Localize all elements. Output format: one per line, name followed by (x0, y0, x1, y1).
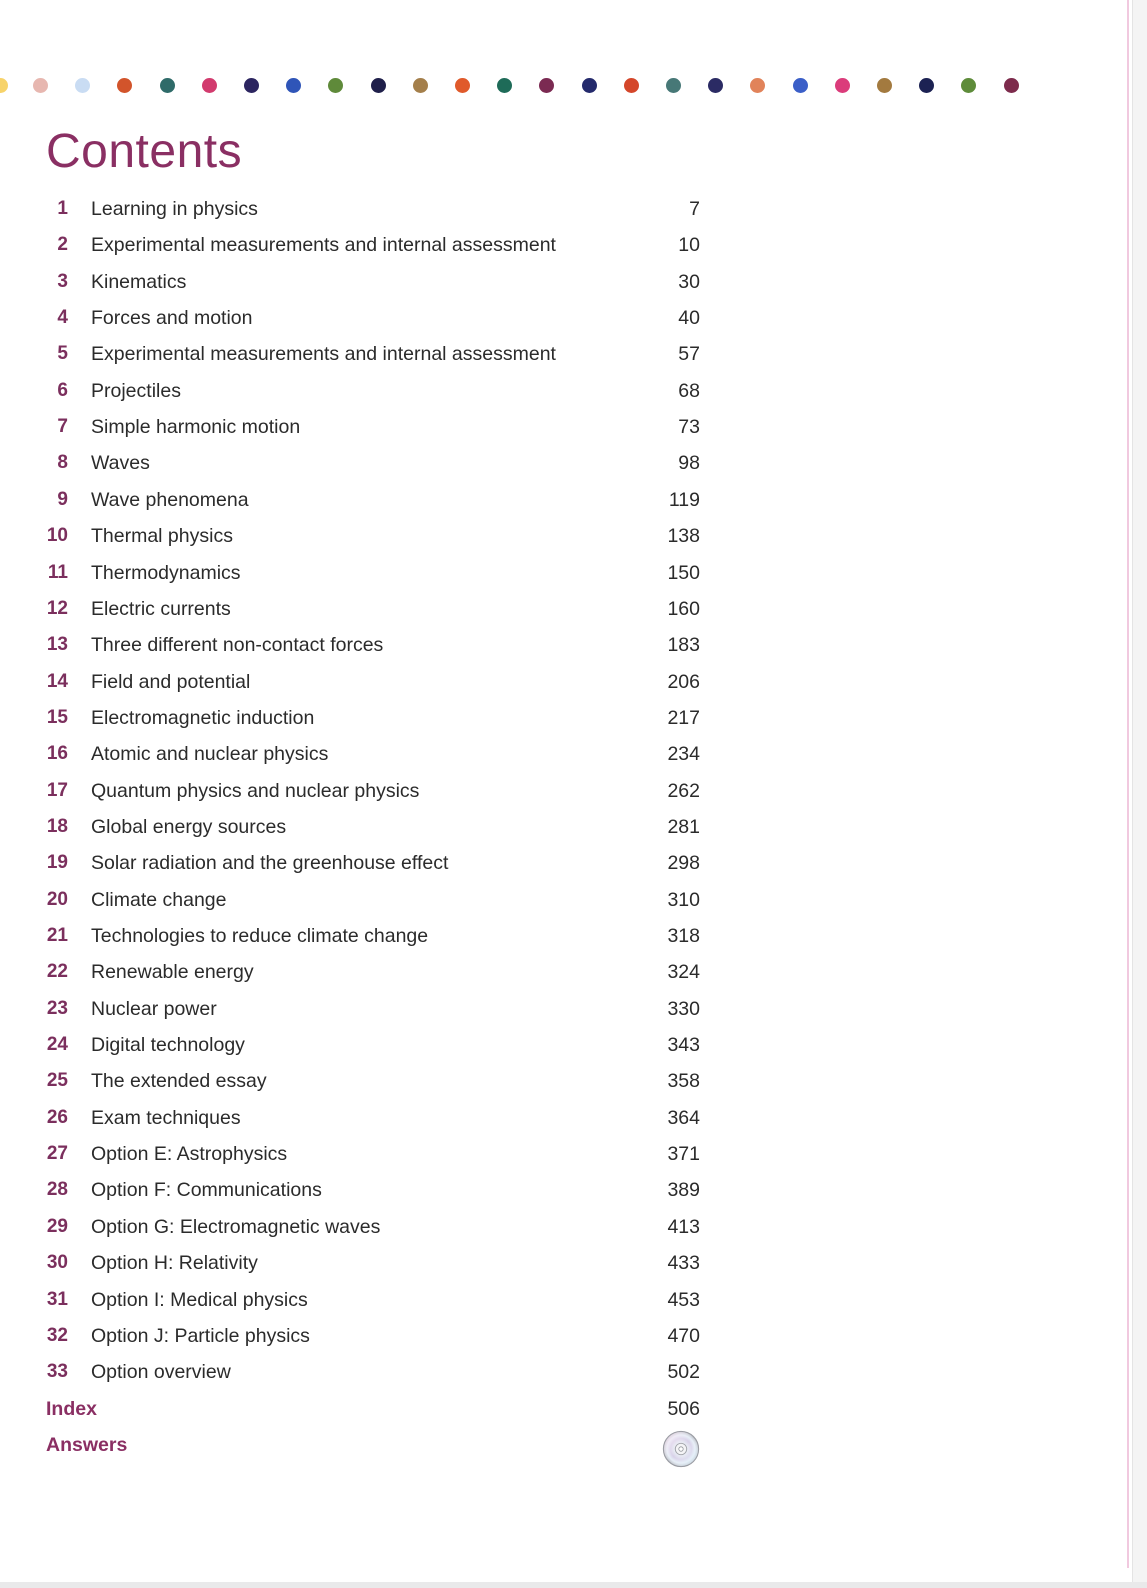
chapter-number: 10 (46, 525, 68, 547)
chapter-title[interactable]: Projectiles (91, 379, 181, 402)
chapter-title[interactable]: Experimental measurements and internal assessment (91, 234, 556, 257)
chapter-number: 33 (46, 1361, 68, 1383)
toc-row[interactable] (0, 991, 700, 1027)
chapter-number: 1 (57, 198, 68, 219)
decorative-dot (961, 78, 976, 93)
chapter-page-number: 206 (667, 670, 700, 693)
decorative-dot (497, 78, 512, 93)
toc-row[interactable] (0, 1354, 700, 1390)
decorative-dot (0, 78, 8, 93)
decorative-dot (286, 78, 301, 93)
chapter-number: 26 (46, 1106, 68, 1128)
chapter-number: 5 (57, 343, 68, 365)
chapter-title[interactable]: Climate change (91, 888, 227, 911)
chapter-title[interactable]: Renewable energy (91, 961, 254, 984)
page-bottom-edge (0, 1582, 1147, 1588)
chapter-title[interactable]: The extended essay (91, 1070, 267, 1093)
chapter-page-number: 7 (689, 198, 700, 220)
cd-disc-icon[interactable] (662, 1430, 700, 1468)
decorative-dot (455, 78, 470, 93)
decorative-dot (328, 78, 343, 93)
chapter-page-number: 68 (678, 379, 700, 402)
chapter-title[interactable]: Exam techniques (91, 1106, 241, 1129)
toc-row[interactable] (0, 264, 700, 300)
chapter-number: 21 (46, 925, 68, 946)
chapter-number: 32 (46, 1324, 68, 1346)
index-page-number: 506 (667, 1397, 700, 1420)
toc-row[interactable] (0, 227, 700, 263)
toc-row[interactable] (0, 336, 700, 372)
decorative-dot (539, 78, 554, 93)
chapter-number: 11 (47, 561, 68, 583)
chapter-title[interactable]: Wave phenomena (91, 488, 249, 511)
chapter-number: 25 (46, 1070, 68, 1092)
decorative-dot (582, 78, 597, 93)
toc-row[interactable] (0, 482, 700, 518)
chapter-number: 30 (46, 1252, 68, 1274)
chapter-title[interactable]: Technologies to reduce climate change (91, 925, 429, 947)
toc-row[interactable] (0, 1100, 700, 1136)
toc-row[interactable] (0, 1209, 700, 1245)
chapter-page-number: 183 (667, 634, 700, 657)
chapter-number: 7 (57, 416, 68, 438)
chapter-title[interactable]: Global energy sources (91, 815, 287, 838)
chapter-title[interactable]: Option overview (91, 1361, 231, 1384)
chapter-page-number: 310 (667, 888, 700, 911)
decorative-dot (117, 78, 132, 93)
chapter-page-number: 57 (678, 343, 700, 366)
chapter-page-number: 343 (667, 1034, 700, 1057)
toc-row[interactable] (0, 1172, 700, 1208)
chapter-page-number: 371 (667, 1143, 700, 1166)
chapter-title[interactable]: Digital technology (91, 1034, 245, 1057)
decorative-dot (1004, 78, 1019, 93)
chapter-title[interactable]: Option I: Medical physics (91, 1288, 308, 1311)
chapter-page-number: 160 (667, 597, 700, 620)
chapter-title[interactable]: Electromagnetic induction (91, 706, 315, 729)
decorative-dot (624, 78, 639, 93)
toc-row[interactable] (0, 191, 700, 227)
toc-row[interactable] (0, 409, 700, 445)
chapter-page-number: 119 (668, 488, 700, 511)
page-title: Contents (46, 125, 243, 178)
chapter-number: 29 (46, 1215, 68, 1237)
toc-row[interactable] (0, 882, 700, 918)
chapter-number: 17 (46, 779, 68, 801)
chapter-number: 4 (57, 307, 68, 329)
chapter-title[interactable]: Experimental measurements and internal assessment (91, 343, 556, 366)
chapter-title[interactable]: Option E: Astrophysics (91, 1143, 288, 1166)
chapter-title[interactable]: Kinematics (91, 270, 187, 293)
decorative-dot (835, 78, 850, 93)
chapter-page-number: 318 (667, 925, 700, 947)
toc-row[interactable] (0, 1063, 700, 1099)
toc-row[interactable] (0, 555, 700, 591)
chapter-title[interactable]: Field and potential (91, 670, 251, 693)
chapter-title[interactable]: Three different non-contact forces (91, 634, 384, 657)
page-edge-line (1127, 0, 1129, 1568)
chapter-page-number: 413 (667, 1215, 700, 1238)
chapter-title[interactable]: Thermal physics (91, 525, 233, 548)
toc-row[interactable] (0, 373, 700, 409)
toc-row[interactable] (0, 809, 700, 845)
chapter-page-number: 262 (667, 779, 700, 802)
chapter-number: 31 (46, 1288, 68, 1310)
chapter-title[interactable]: Option J: Particle physics (91, 1324, 310, 1347)
toc-row[interactable] (0, 918, 700, 954)
chapter-page-number: 433 (667, 1252, 700, 1275)
toc-row[interactable] (0, 627, 700, 663)
chapter-number: 28 (46, 1179, 68, 1201)
chapter-number: 20 (46, 888, 68, 910)
toc-row[interactable] (0, 591, 700, 627)
chapter-page-number: 138 (667, 525, 700, 548)
decorative-dot (244, 78, 259, 93)
chapter-number: 19 (46, 852, 68, 874)
chapter-number: 15 (46, 706, 68, 728)
decorative-dot (708, 78, 723, 93)
toc-row[interactable] (0, 1027, 700, 1063)
decorative-dot (413, 78, 428, 93)
chapter-number: 16 (46, 743, 68, 765)
chapter-number: 24 (46, 1034, 68, 1056)
answers-label[interactable]: Answers (46, 1433, 128, 1456)
chapter-title[interactable]: Nuclear power (91, 997, 217, 1020)
chapter-page-number: 358 (667, 1070, 700, 1093)
chapter-number: 9 (57, 488, 68, 510)
chapter-number: 27 (46, 1143, 68, 1165)
chapter-title[interactable]: Atomic and nuclear physics (91, 743, 329, 766)
toc-row[interactable] (0, 518, 700, 554)
chapter-title[interactable]: Option H: Relativity (91, 1252, 258, 1275)
index-label[interactable]: Index (46, 1397, 97, 1420)
decorative-dot (202, 78, 217, 93)
chapter-number: 22 (46, 961, 68, 983)
chapter-page-number: 453 (667, 1288, 700, 1311)
toc-row[interactable] (0, 445, 700, 481)
chapter-title[interactable]: Learning in physics (91, 198, 258, 220)
decorative-dot (371, 78, 386, 93)
decorative-dot (877, 78, 892, 93)
chapter-page-number: 324 (667, 961, 700, 984)
chapter-number: 6 (57, 379, 68, 401)
chapter-page-number: 30 (678, 270, 700, 293)
chapter-number: 3 (57, 270, 68, 292)
chapter-title[interactable]: Option F: Communications (91, 1179, 322, 1202)
toc-row[interactable] (0, 845, 700, 881)
toc-row[interactable] (0, 1245, 700, 1281)
toc-row[interactable] (0, 664, 700, 700)
toc-row[interactable] (0, 1282, 700, 1318)
chapter-title[interactable]: Solar radiation and the greenhouse effect (91, 852, 449, 875)
chapter-page-number: 298 (667, 852, 700, 875)
chapter-title[interactable]: Waves (91, 452, 150, 475)
decorative-dot (160, 78, 175, 93)
chapter-page-number: 502 (667, 1361, 700, 1384)
toc-row[interactable] (0, 773, 700, 809)
chapter-page-number: 98 (678, 452, 700, 475)
chapter-number: 13 (46, 634, 68, 656)
chapter-title[interactable]: Option G: Electromagnetic waves (91, 1215, 381, 1238)
chapter-page-number: 217 (667, 706, 700, 729)
toc-row[interactable] (0, 954, 700, 990)
chapter-number: 18 (46, 815, 68, 837)
chapter-page-number: 389 (667, 1179, 700, 1202)
chapter-page-number: 364 (667, 1106, 700, 1129)
page-edge-shadow (1132, 0, 1147, 1588)
toc-row[interactable] (0, 300, 700, 336)
decorative-dot (75, 78, 90, 93)
chapter-title[interactable]: Simple harmonic motion (91, 416, 301, 439)
toc-row[interactable] (0, 1318, 700, 1354)
toc-index-row[interactable] (0, 1391, 700, 1427)
chapter-page-number: 470 (667, 1324, 700, 1347)
chapter-page-number: 40 (678, 307, 700, 330)
decorative-dot (33, 78, 48, 93)
toc-answers-row[interactable] (0, 1427, 700, 1463)
decorative-dot (919, 78, 934, 93)
decorative-dot (750, 78, 765, 93)
chapter-title[interactable]: Thermodynamics (91, 561, 241, 584)
chapter-number: 23 (46, 997, 68, 1019)
chapter-page-number: 150 (667, 561, 700, 584)
chapter-number: 8 (57, 452, 68, 474)
toc-row[interactable] (0, 1136, 700, 1172)
decorative-dot (793, 78, 808, 93)
chapter-page-number: 281 (667, 815, 700, 838)
toc-row[interactable] (0, 736, 700, 772)
chapter-title[interactable]: Electric currents (91, 597, 231, 620)
chapter-number: 2 (57, 234, 68, 256)
chapter-title[interactable]: Forces and motion (91, 307, 253, 330)
chapter-title[interactable]: Quantum physics and nuclear physics (91, 779, 420, 802)
chapter-page-number: 73 (678, 416, 700, 439)
toc-row[interactable] (0, 700, 700, 736)
decorative-dot (666, 78, 681, 93)
chapter-number: 14 (46, 670, 68, 692)
chapter-page-number: 234 (667, 743, 700, 766)
chapter-number: 12 (46, 597, 68, 619)
chapter-page-number: 10 (678, 234, 700, 257)
chapter-page-number: 330 (667, 997, 700, 1020)
